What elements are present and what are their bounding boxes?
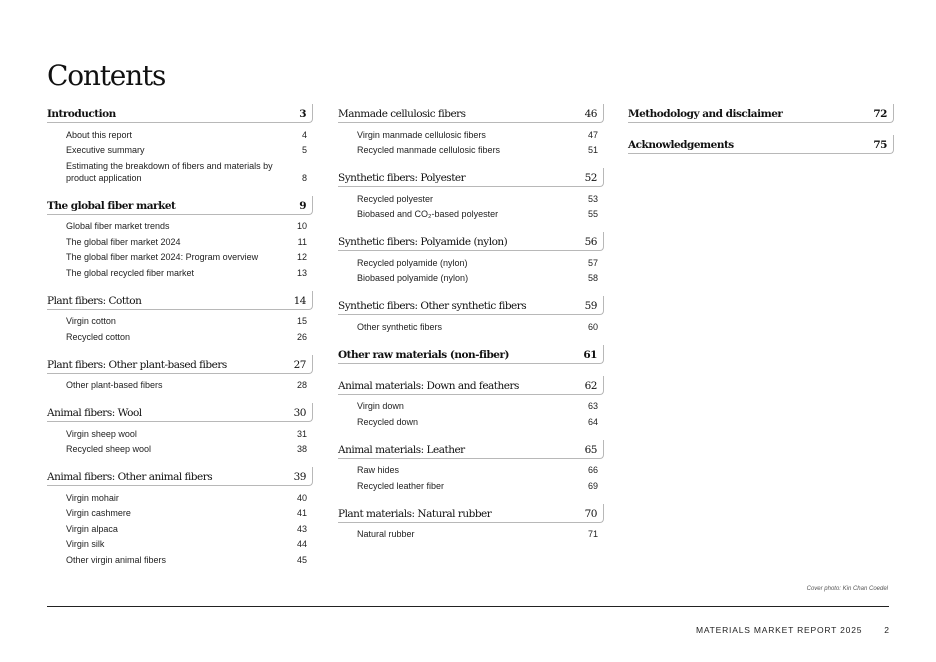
section-title: Plant fibers: Cotton bbox=[47, 294, 142, 307]
toc-item[interactable] bbox=[47, 443, 313, 455]
toc-item[interactable] bbox=[338, 272, 604, 284]
toc-item-page-number: 45 bbox=[296, 554, 307, 565]
toc-item-list bbox=[338, 523, 604, 541]
toc-item[interactable] bbox=[47, 492, 313, 504]
toc-section bbox=[47, 403, 313, 455]
toc-section bbox=[47, 196, 313, 279]
toc-section-heading[interactable] bbox=[47, 196, 313, 215]
toc-item-page-number: 64 bbox=[587, 416, 598, 427]
toc-section bbox=[338, 504, 604, 541]
toc-section-heading[interactable] bbox=[338, 296, 604, 315]
section-page-number: 30 bbox=[293, 407, 306, 419]
section-title: Acknowledgements bbox=[628, 139, 734, 151]
toc-item[interactable] bbox=[338, 257, 604, 269]
toc-item[interactable] bbox=[47, 144, 313, 156]
toc-item-page-number: 51 bbox=[587, 145, 598, 155]
toc-section bbox=[628, 104, 894, 123]
toc-item[interactable] bbox=[47, 507, 313, 519]
footer-report-title: MATERIALS MARKET REPORT 2025 bbox=[695, 625, 863, 635]
toc-item[interactable] bbox=[47, 236, 313, 248]
toc-section-heading[interactable] bbox=[338, 376, 604, 395]
toc-section-heading[interactable] bbox=[47, 291, 313, 310]
toc-section-heading[interactable] bbox=[338, 104, 604, 123]
photo-caption: Cover photo: Kin Chan Coedel bbox=[806, 586, 888, 592]
toc-item[interactable] bbox=[47, 315, 313, 327]
section-title: Other raw materials (non-fiber) bbox=[338, 348, 509, 361]
toc-item-label: Global fiber market trends bbox=[66, 221, 170, 231]
toc-section-heading[interactable] bbox=[47, 467, 313, 486]
footer bbox=[696, 625, 889, 635]
toc-section bbox=[47, 291, 313, 343]
toc-item[interactable] bbox=[338, 129, 604, 141]
toc-item-page-number: 71 bbox=[587, 529, 598, 539]
toc-item[interactable] bbox=[338, 480, 604, 492]
section-page-number: 70 bbox=[584, 507, 597, 520]
toc-item-list bbox=[47, 215, 313, 279]
toc-item-label: Virgin silk bbox=[66, 539, 105, 549]
toc-item-label: Virgin cotton bbox=[66, 316, 116, 326]
section-page-number: 59 bbox=[584, 300, 597, 312]
toc-section-heading[interactable] bbox=[338, 345, 604, 364]
toc-item-list bbox=[338, 123, 604, 156]
toc-item[interactable] bbox=[338, 400, 604, 412]
section-title: Synthetic fibers: Polyamide (nylon) bbox=[338, 236, 508, 248]
toc-column-3 bbox=[628, 104, 894, 166]
toc-item-page-number: 41 bbox=[296, 508, 307, 518]
toc-item-label: Virgin cashmere bbox=[66, 508, 131, 518]
toc-item-page-number: 44 bbox=[296, 539, 307, 549]
toc-section bbox=[47, 467, 313, 566]
toc-item-page-number: 69 bbox=[587, 480, 598, 491]
section-page-number: 46 bbox=[584, 108, 597, 120]
toc-item-label: About this report bbox=[66, 129, 133, 140]
toc-item-page-number: 28 bbox=[296, 380, 307, 390]
section-page-number: 14 bbox=[293, 294, 306, 307]
toc-item-list bbox=[47, 123, 313, 184]
toc-section bbox=[338, 376, 604, 428]
toc-item[interactable] bbox=[338, 144, 604, 156]
toc-item-list bbox=[338, 315, 604, 333]
toc-section-heading[interactable] bbox=[47, 104, 313, 123]
toc-item-page-number: 66 bbox=[587, 465, 598, 475]
toc-section bbox=[338, 345, 604, 364]
toc-item-page-number: 5 bbox=[301, 145, 307, 155]
toc-item-list bbox=[47, 486, 313, 566]
toc-item[interactable] bbox=[47, 251, 313, 263]
toc-item-page-number: 43 bbox=[296, 523, 307, 534]
toc-item-label: Natural rubber bbox=[357, 529, 415, 539]
toc-item-label: Other virgin animal fibers bbox=[66, 554, 167, 565]
toc-item-label: Virgin manmade cellulosic fibers bbox=[357, 129, 486, 140]
footer-page-number: 2 bbox=[884, 625, 889, 635]
section-page-number: 52 bbox=[584, 172, 597, 184]
toc-item-label: Virgin mohair bbox=[66, 492, 119, 503]
toc-item-page-number: 10 bbox=[296, 221, 307, 231]
section-page-number: 61 bbox=[583, 348, 597, 361]
section-page-number: 3 bbox=[299, 108, 306, 120]
toc-section bbox=[47, 355, 313, 392]
toc-item-list bbox=[338, 251, 604, 284]
toc-section-heading[interactable] bbox=[47, 403, 313, 422]
toc-item-page-number: 4 bbox=[301, 129, 307, 140]
toc-item-label: Recycled cotton bbox=[66, 331, 131, 342]
toc-section-heading[interactable] bbox=[628, 135, 894, 154]
toc-item-page-number: 26 bbox=[296, 331, 307, 342]
toc-section-heading[interactable] bbox=[338, 440, 604, 459]
toc-item-list bbox=[47, 310, 313, 343]
toc-item-list bbox=[47, 374, 313, 392]
section-page-number: 39 bbox=[293, 471, 306, 483]
toc-section bbox=[338, 104, 604, 156]
toc-item-label: Recycled polyamide (nylon) bbox=[357, 257, 468, 268]
toc-item[interactable] bbox=[47, 379, 313, 391]
toc-item[interactable] bbox=[47, 129, 313, 141]
toc-item[interactable] bbox=[338, 193, 604, 205]
toc-item-label: The global fiber market 2024: Program overview bbox=[66, 252, 259, 262]
toc-item-label: Virgin alpaca bbox=[66, 523, 118, 534]
section-title: Synthetic fibers: Polyester bbox=[338, 172, 466, 184]
toc-item-page-number: 53 bbox=[587, 193, 598, 204]
toc-section-heading[interactable] bbox=[338, 504, 604, 523]
toc-item-label: The global fiber market 2024 bbox=[66, 236, 181, 247]
toc-item-label: Virgin sheep wool bbox=[66, 428, 137, 439]
toc-item-label: Recycled leather fiber bbox=[357, 480, 445, 491]
page-title: Contents bbox=[47, 58, 166, 92]
toc-item-label: Virgin down bbox=[357, 401, 404, 411]
toc-section-heading[interactable] bbox=[47, 355, 313, 374]
toc-item[interactable] bbox=[47, 538, 313, 550]
toc-item-page-number: 40 bbox=[296, 492, 307, 503]
toc-item-page-number: 57 bbox=[587, 257, 598, 268]
toc-item-label: Biobased polyamide (nylon) bbox=[357, 273, 469, 283]
toc-item[interactable] bbox=[338, 416, 604, 428]
toc-item-list bbox=[47, 422, 313, 455]
section-title: Animal fibers: Other animal fibers bbox=[47, 471, 213, 483]
toc-item[interactable] bbox=[47, 523, 313, 535]
toc-item[interactable] bbox=[338, 321, 604, 333]
toc-item-label: Biobased and CO₂-based polyester bbox=[357, 209, 499, 219]
section-page-number: 65 bbox=[584, 443, 597, 456]
toc-item-page-number: 31 bbox=[296, 428, 307, 439]
toc-item[interactable] bbox=[47, 160, 313, 184]
toc-column-1 bbox=[47, 104, 313, 578]
footer-divider bbox=[47, 606, 889, 607]
toc-item-page-number: 47 bbox=[587, 129, 598, 140]
section-title: Animal fibers: Wool bbox=[47, 407, 142, 419]
toc-column-2 bbox=[338, 104, 604, 552]
toc-item[interactable] bbox=[47, 220, 313, 232]
toc-section bbox=[47, 104, 313, 184]
toc-item-page-number: 63 bbox=[587, 401, 598, 411]
toc-item-page-number: 12 bbox=[296, 252, 307, 262]
section-page-number: 72 bbox=[873, 108, 887, 120]
toc-section-heading[interactable] bbox=[338, 168, 604, 187]
toc-item[interactable] bbox=[47, 267, 313, 279]
toc-item-label: Estimating the breakdown of fibers and materials by product application bbox=[66, 160, 273, 183]
section-title: Manmade cellulosic fibers bbox=[338, 108, 466, 120]
toc-section bbox=[628, 135, 894, 154]
section-page-number: 75 bbox=[873, 139, 887, 151]
section-page-number: 62 bbox=[584, 379, 597, 392]
toc-item-page-number: 60 bbox=[587, 321, 598, 332]
section-title: Introduction bbox=[47, 108, 116, 120]
toc-section-heading[interactable] bbox=[628, 104, 894, 123]
toc-item-page-number: 38 bbox=[296, 444, 307, 454]
toc-item[interactable] bbox=[338, 528, 604, 540]
toc-item[interactable] bbox=[338, 464, 604, 476]
toc-item[interactable] bbox=[47, 428, 313, 440]
toc-section bbox=[338, 440, 604, 492]
section-title: Synthetic fibers: Other synthetic fibers bbox=[338, 300, 527, 312]
section-title: Animal materials: Down and feathers bbox=[338, 379, 519, 392]
toc-item-list bbox=[338, 187, 604, 220]
section-title: Animal materials: Leather bbox=[338, 443, 465, 456]
section-page-number: 9 bbox=[299, 199, 306, 212]
toc-item-label: Raw hides bbox=[357, 465, 400, 475]
toc-item-label: Recycled manmade cellulosic fibers bbox=[357, 145, 501, 155]
toc-item-label: Executive summary bbox=[66, 145, 145, 155]
toc-item-label: Recycled down bbox=[357, 416, 419, 427]
toc-item-label: The global recycled fiber market bbox=[66, 267, 195, 278]
toc-item-label: Recycled sheep wool bbox=[66, 444, 152, 454]
section-title: Plant materials: Natural rubber bbox=[338, 507, 492, 520]
toc-item-page-number: 15 bbox=[296, 316, 307, 326]
toc-item-page-number: 58 bbox=[587, 273, 598, 283]
toc-item[interactable] bbox=[47, 554, 313, 566]
section-title: The global fiber market bbox=[47, 199, 176, 212]
toc-section bbox=[338, 168, 604, 220]
toc-item-page-number: 11 bbox=[297, 236, 307, 247]
toc-item-label: Recycled polyester bbox=[357, 193, 434, 204]
toc-item-page-number: 13 bbox=[296, 267, 307, 278]
toc-item-page-number: 8 bbox=[301, 172, 307, 183]
toc-item-label: Other plant-based fibers bbox=[66, 380, 163, 390]
toc-section bbox=[338, 232, 604, 284]
toc-section bbox=[338, 296, 604, 333]
section-title: Plant fibers: Other plant-based fibers bbox=[47, 358, 227, 371]
section-page-number: 56 bbox=[584, 236, 597, 248]
toc-item-list bbox=[338, 395, 604, 428]
toc-item-label: Other synthetic fibers bbox=[357, 321, 443, 332]
toc-section-heading[interactable] bbox=[338, 232, 604, 251]
section-page-number: 27 bbox=[293, 358, 306, 371]
section-title: Methodology and disclaimer bbox=[628, 108, 783, 120]
toc-item[interactable] bbox=[338, 208, 604, 220]
toc-item-list bbox=[338, 459, 604, 492]
toc-item[interactable] bbox=[47, 331, 313, 343]
toc-item-page-number: 55 bbox=[587, 209, 598, 219]
